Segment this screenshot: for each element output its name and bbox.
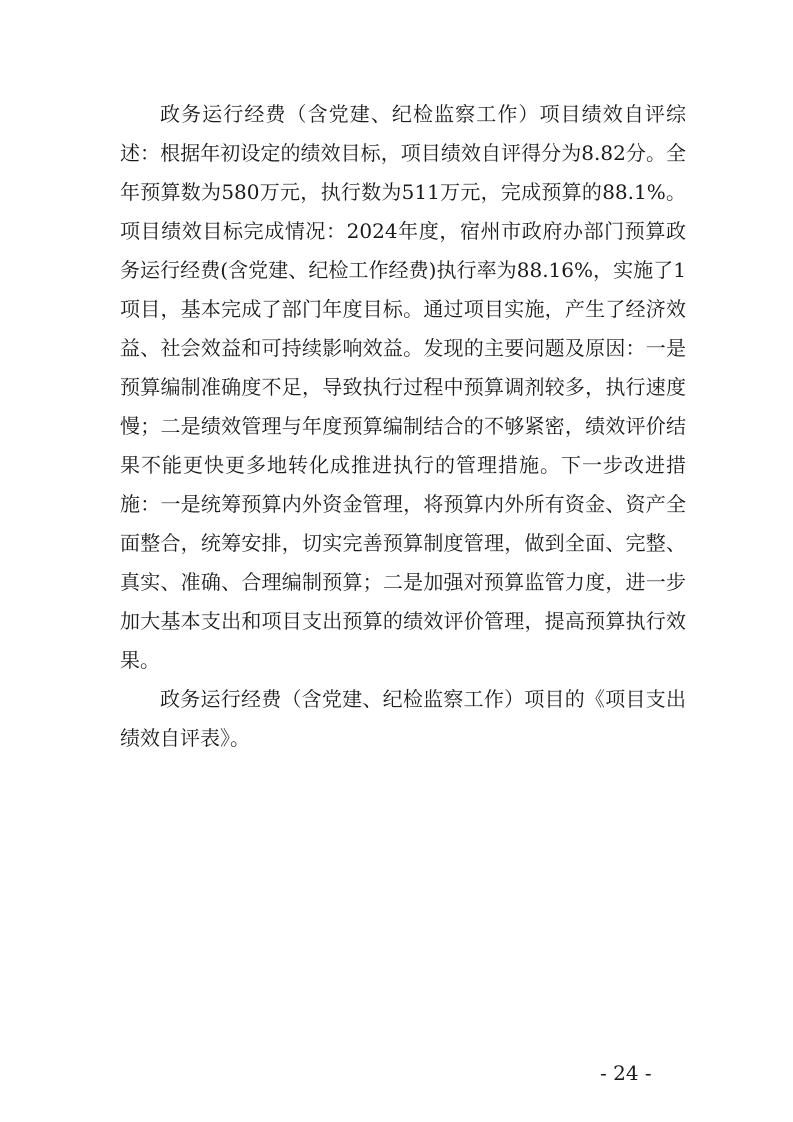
body-text	[120, 95, 686, 758]
paragraph-attachment-note: 政务运行经费（含党建、纪检监察工作）项目的《项目支出绩效自评表》。	[120, 687, 686, 750]
paragraph-summary: 政务运行经费（含党建、纪检监察工作）项目绩效自评综述：根据年初设定的绩效目标，项目绩效自评得分为8.82分。全年预算数为580万元，执行数为511万元，完成预算的88.1%。项目绩效目标完成情况：2024年度，宿州市政府办部门预算政务运行经费(含党建、纪检工作经费)执行率为88.16%，实施了1项目，基本完成了部门年度目标。通过项目实施，产生了经济效益、社会效益和可持续影响效益。发现的主要问题及原因：一是预算编制准确度不足，导致执行过程中预算调剂较多，执行速度慢；二是绩效管理与年度预算编制结合的不够紧密，绩效评价结果不能更快更多地转化成推进执行的管理措施。下一步改进措施：一是统筹预算内外资金管理，将预算内外所有资金、资产全面整合，统筹安排，切实完善预算制度管理，做到全面、完整、真实、准确、合理编制预算；二是加强对预算监管力度，进一步加大基本支出和项目支出预算的绩效评价管理，提高预算执行效果。	[120, 102, 686, 672]
page-number: - 24 -	[600, 1061, 652, 1085]
